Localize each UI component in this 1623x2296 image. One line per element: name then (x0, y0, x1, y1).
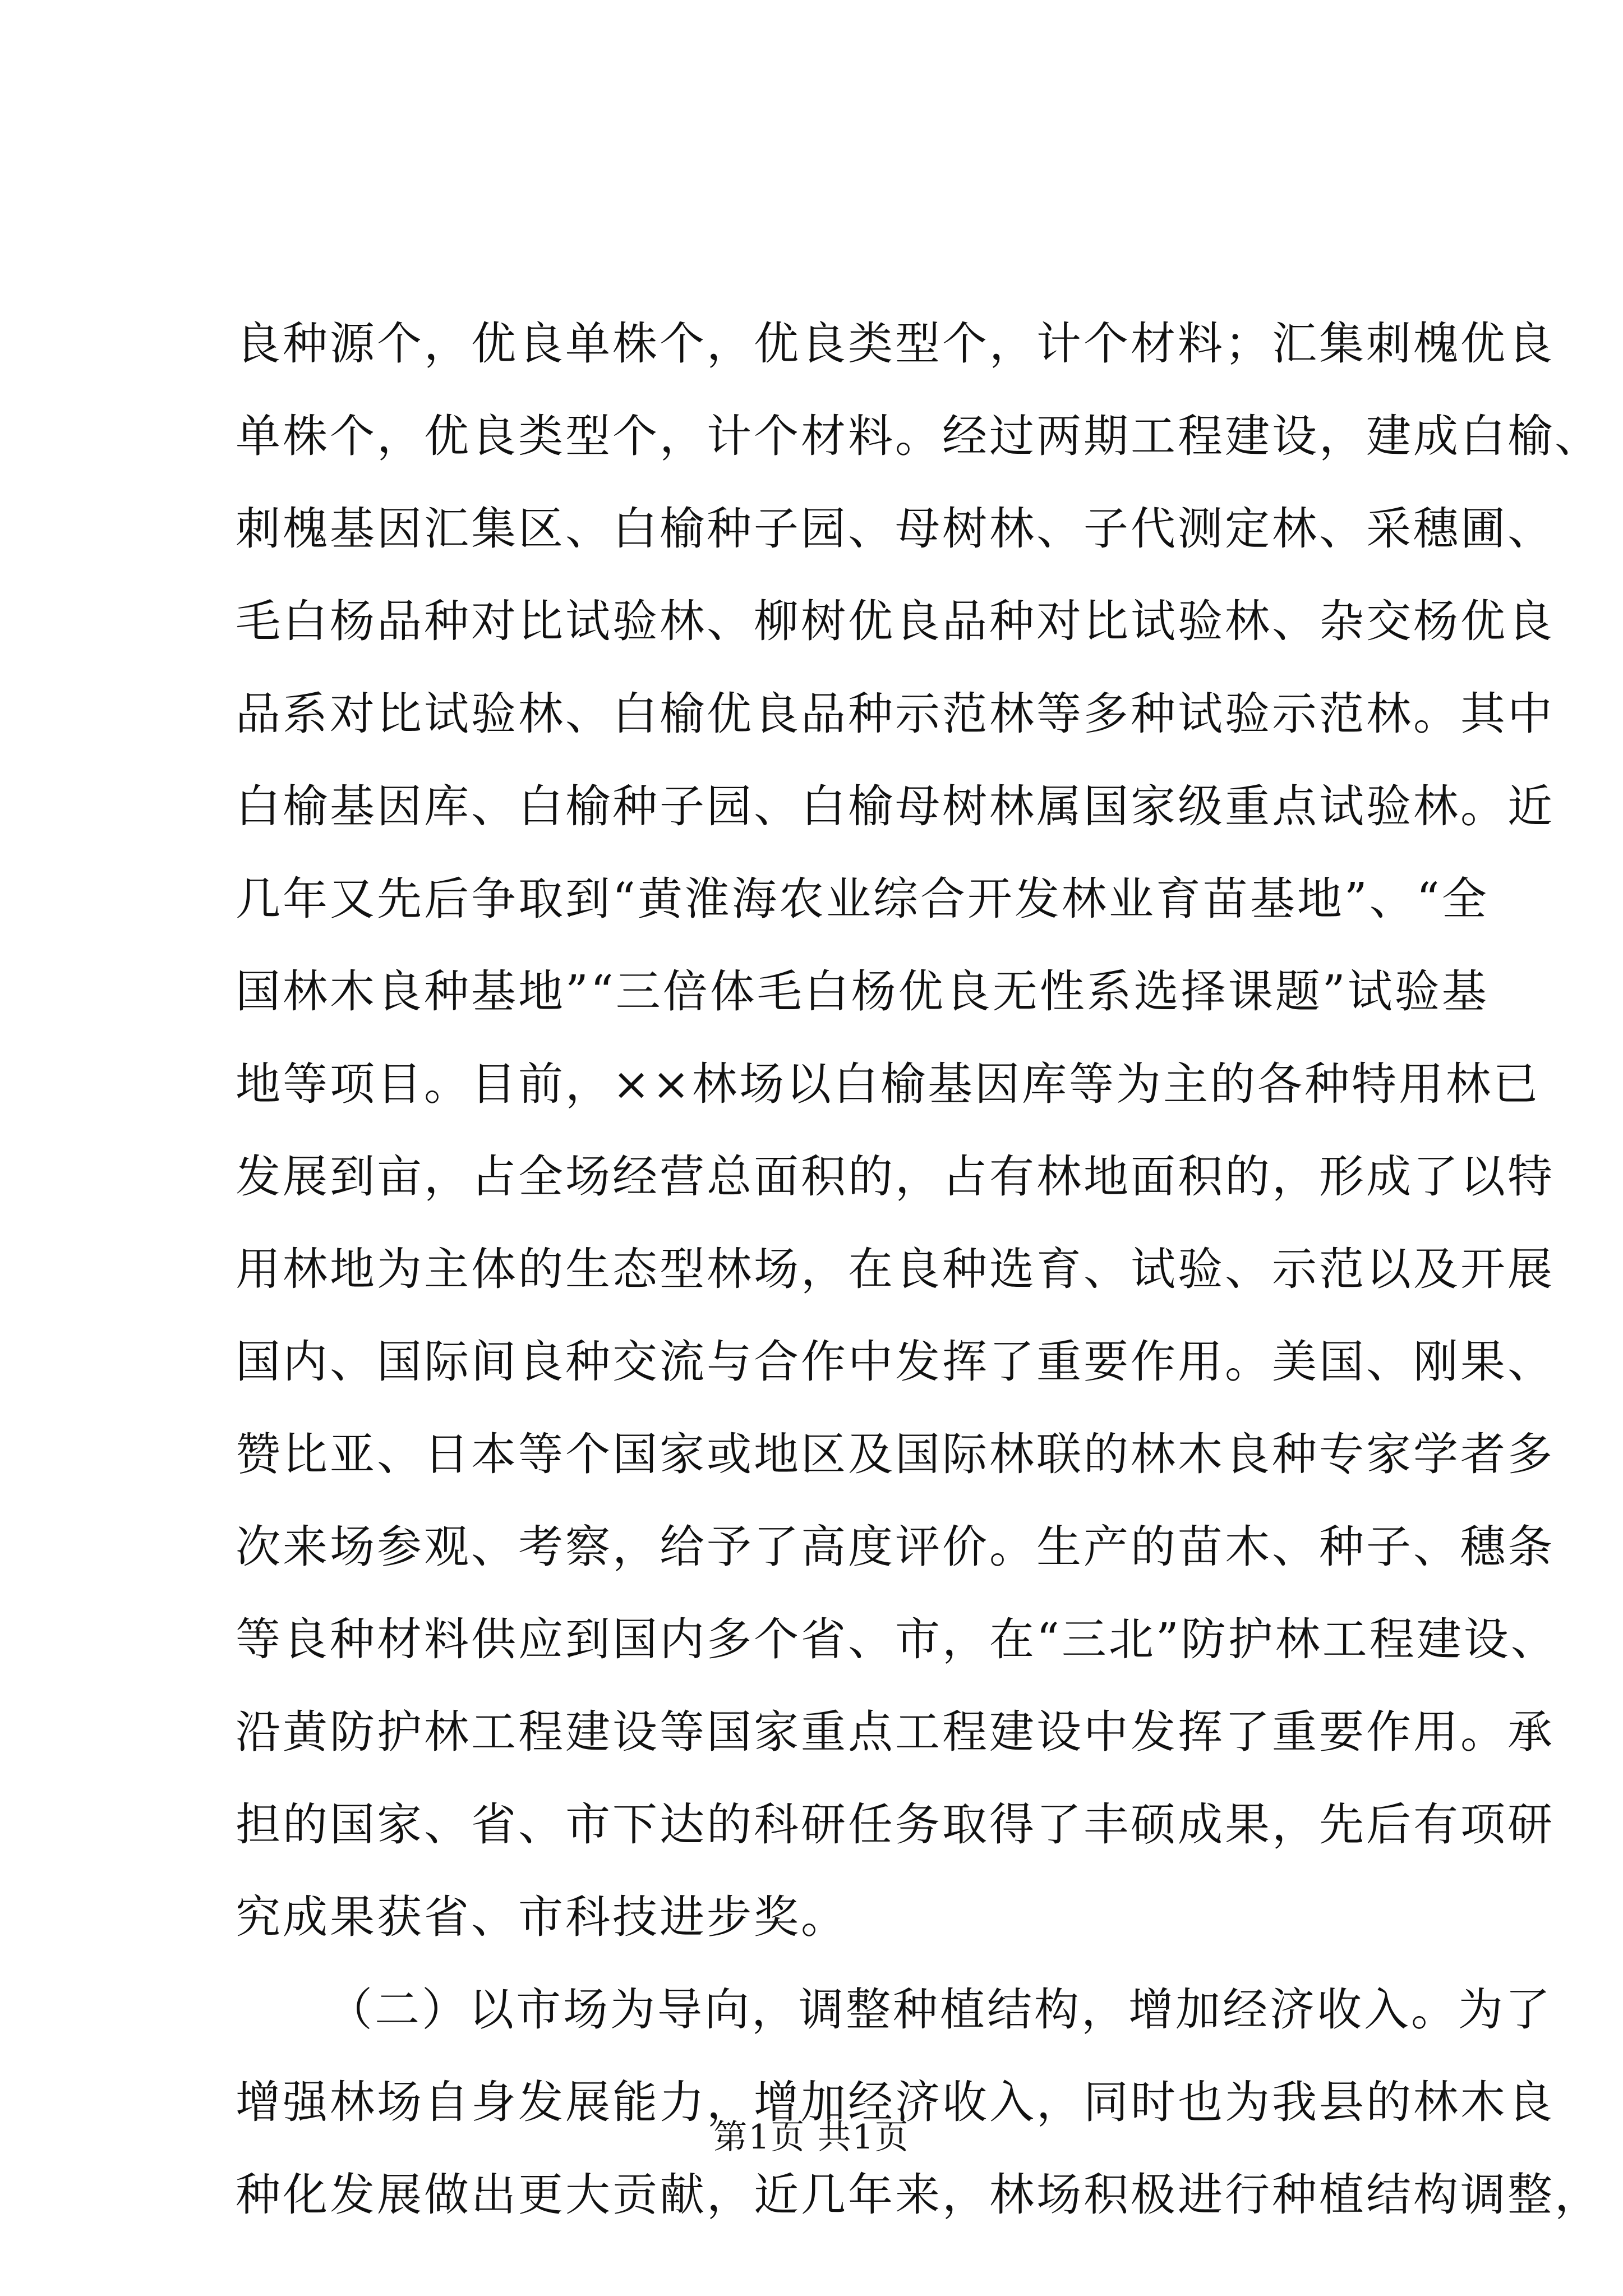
text-line: 沿黄防护林工程建设等国家重点工程建设中发挥了重要作用。承 (236, 1706, 1555, 1758)
page-footer: 第1页 共1页 (713, 2118, 910, 2157)
text-line: 增强林场自身发展能力，增加经济收入，同时也为我县的林木良 (236, 2076, 1555, 2128)
text-line: 用林地为主体的生态型林场，在良种选育、试验、示范以及开展 (236, 1243, 1555, 1295)
paragraph-heading-line: （二）以市场为导向，调整种植结构，增加经济收入。为了 (328, 1984, 1552, 2036)
text-line: 赞比亚、日本等个国家或地区及国际林联的林木良种专家学者多 (236, 1428, 1555, 1480)
text-line: 等良种材料供应到国内多个省、市，在“三北”防护林工程建设、 (236, 1613, 1558, 1665)
text-line: 国内、国际间良种交流与合作中发挥了重要作用。美国、刚果、 (236, 1336, 1555, 1388)
text-line: 发展到亩，占全场经营总面积的，占有林地面积的，形成了以特 (236, 1151, 1555, 1203)
text-line: 毛白杨品种对比试验林、柳树优良品种对比试验林、杂交杨优良 (236, 595, 1555, 647)
text-line: 刺槐基因汇集区、白榆种子园、母树林、子代测定林、采穗圃、 (236, 503, 1555, 555)
text-line: 种化发展做出更大贡献，近几年来，林场积极进行种植结构调整， (236, 2169, 1602, 2221)
body-text (236, 297, 1602, 2241)
text-line: 担的国家、省、市下达的科研任务取得了丰硕成果，先后有项研 (236, 1798, 1555, 1851)
text-line: 几年又先后争取到“黄淮海农业综合开发林业育苗基地”、“全 (236, 873, 1489, 925)
text-line: 地等项目。目前，××林场以白榆基因库等为主的各种特用林已 (236, 1058, 1541, 1110)
text-line: 究成果获省、市科技进步奖。 (236, 1891, 848, 1943)
text-line: 品系对比试验林、白榆优良品种示范林等多种试验示范林。其中 (236, 688, 1555, 740)
text-line: 国林木良种基地”“三倍体毛白杨优良无性系选择课题”试验基 (236, 965, 1489, 1018)
text-line: 次来场参观、考察，给予了高度评价。生产的苗木、种子、穗条 (236, 1521, 1555, 1573)
text-line: 单株个，优良类型个，计个材料。经过两期工程建设，建成白榆、 (236, 410, 1602, 462)
text-line: 白榆基因库、白榆种子园、白榆母树林属国家级重点试验林。近 (236, 780, 1555, 832)
text-line: 良种源个，优良单株个，优良类型个，计个材料；汇集刺槐优良 (236, 318, 1555, 370)
